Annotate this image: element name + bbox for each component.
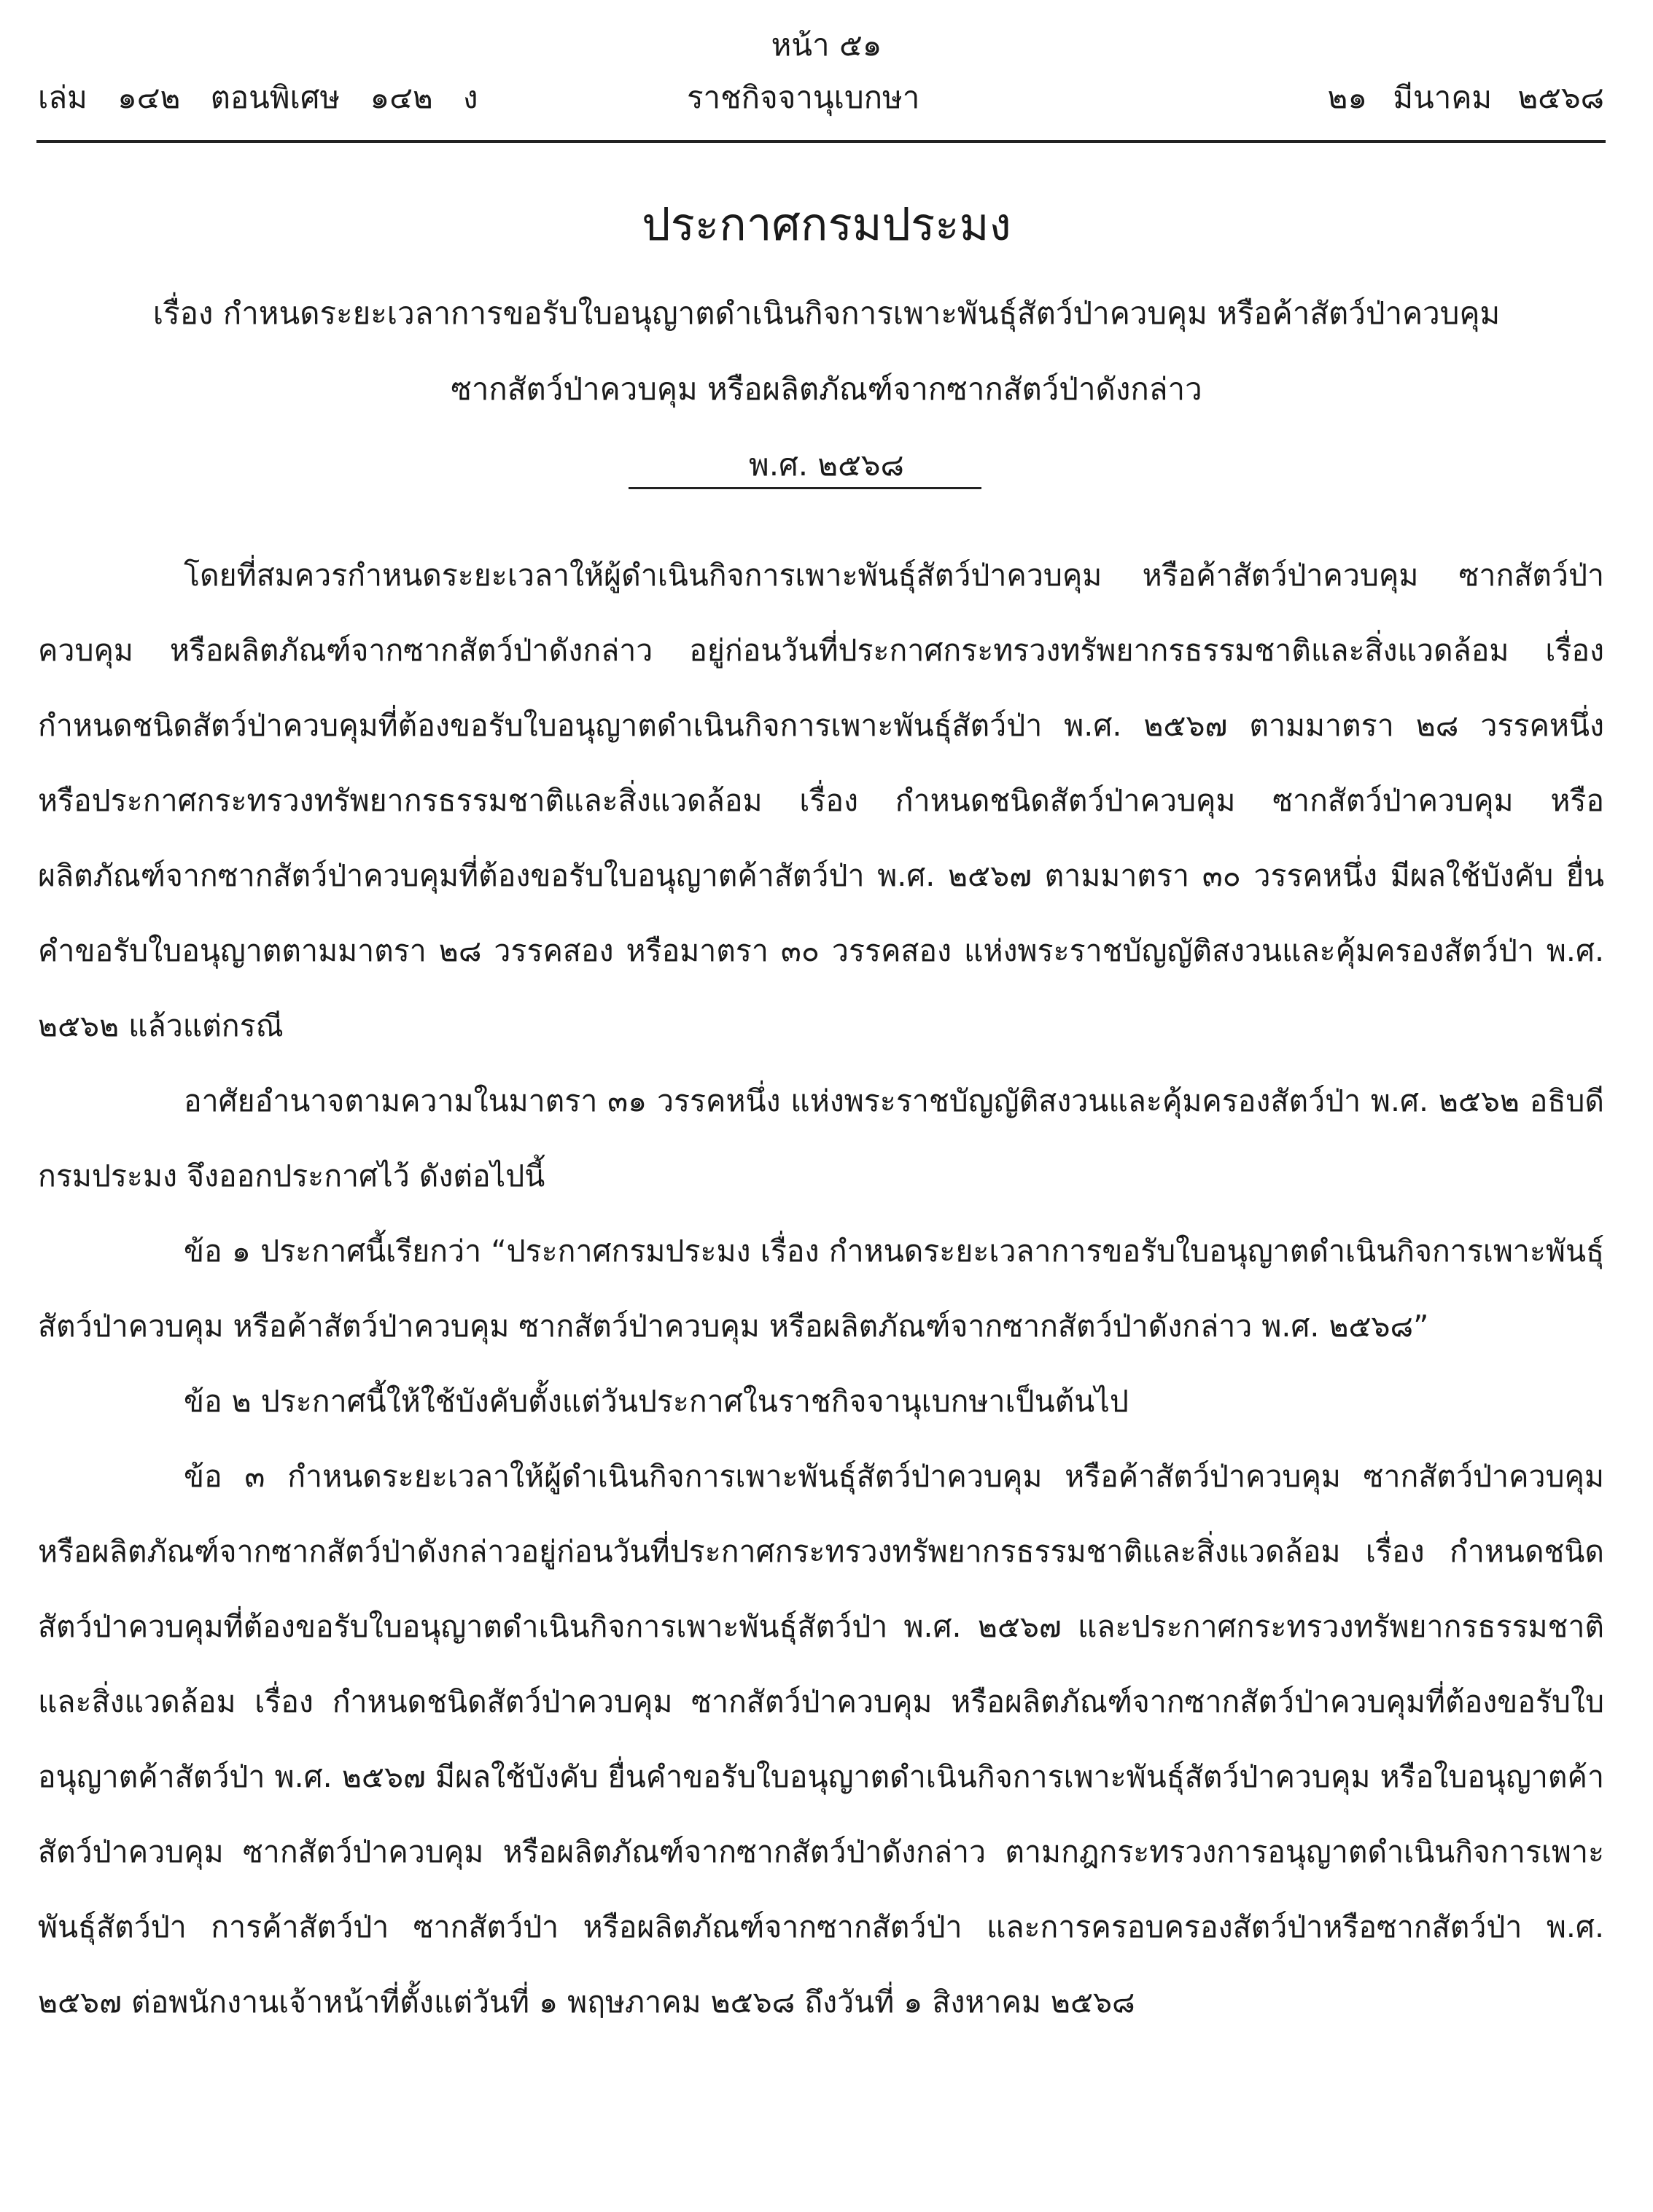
document-body [38,538,1604,2040]
document-title: ประกาศกรมประมง [642,198,1011,251]
preamble-paragraph: โดยที่สมควรกำหนดระยะเวลาให้ผู้ดำเนินกิจการเพาะพันธุ์สัตว์ป่าควบคุม หรือค้าสัตว์ป่าควบคุม ซากสัตว์ป่าควบคุม หรือผลิตภัณฑ์จากซากสัตว์ป่าดังกล่าว อยู่ก่อนวันที่ประกาศกระทรวงทรัพยากรธรรมชาติและสิ่งแวดล้อม เรื่อง กำหนดชนิดสัตว์ป่าควบคุมที่ต้องขอรับใบอนุญาตดำเนินกิจการเพาะพันธุ์สัตว์ป่า พ.ศ. ๒๕๖๗ ตามมาตรา ๒๘ วรรคหนึ่ง หรือประกาศกระทรวงทรัพยากรธรรมชาติและสิ่งแวดล้อม เรื่อง กำหนดชนิดสัตว์ป่าควบคุม ซากสัตว์ป่าควบคุม หรือผลิตภัณฑ์จากซากสัตว์ป่าควบคุมที่ต้องขอรับใบอนุญาตค้าสัตว์ป่า พ.ศ. ๒๕๖๗ ตามมาตรา ๓๐ วรรคหนึ่ง มีผลใช้บังคับ ยื่นคำขอรับใบอนุญาตตามมาตรา ๒๘ วรรคสอง หรือมาตรา ๓๐ วรรคสอง แห่งพระราชบัญญัติสงวนและคุ้มครองสัตว์ป่า พ.ศ. ๒๕๖๒ แล้วแต่กรณี [38,558,1604,1043]
authority-paragraph: อาศัยอำนาจตามความในมาตรา ๓๑ วรรคหนึ่ง แห่งพระราชบัญญัติสงวนและคุ้มครองสัตว์ป่า พ.ศ. ๒๕๖๒ อธิบดีกรมประมง จึงออกประกาศไว้ ดังต่อไปนี้ [38,1083,1604,1193]
subject-line: เรื่อง กำหนดระยะเวลาการขอรับใบอนุญาตดำเนินกิจการเพาะพันธุ์สัตว์ป่าควบคุม หรือค้าสัตว์ป่าควบคุม [152,295,1501,331]
clause-1: ข้อ ๑ ประกาศนี้เรียกว่า “ประกาศกรมประมง เรื่อง กำหนดระยะเวลาการขอรับใบอนุญาตดำเนินกิจการเพาะพันธุ์สัตว์ป่าควบคุม หรือค้าสัตว์ป่าควบคุม ซากสัตว์ป่าควบคุม หรือผลิตภัณฑ์จากซากสัตว์ป่าดังกล่าว พ.ศ. ๒๕๖๘” [38,1234,1604,1344]
publication-name: ราชกิจจานุเบกษา [687,79,920,115]
gazette-header [38,76,1604,120]
title-divider [629,487,981,489]
document-subject [0,276,1653,503]
volume-issue: เล่ม ๑๔๒ ตอนพิเศษ ๑๔๒ ง [38,79,478,115]
page-number: หน้า ๕๑ [771,27,882,63]
clause-2: ข้อ ๒ ประกาศนี้ให้ใช้บังคับตั้งแต่วันประกาศในราชกิจจานุเบกษาเป็นต้นไป [184,1384,1129,1419]
subject-line: ซากสัตว์ป่าควบคุม หรือผลิตภัณฑ์จากซากสัตว์ป่าดังกล่าว [451,371,1202,407]
header-divider [36,140,1606,143]
publication-date: ๒๑ มีนาคม ๒๕๖๘ [1327,79,1604,115]
clause-3: ข้อ ๓ กำหนดระยะเวลาให้ผู้ดำเนินกิจการเพาะพันธุ์สัตว์ป่าควบคุม หรือค้าสัตว์ป่าควบคุม ซากสัตว์ป่าควบคุม หรือผลิตภัณฑ์จากซากสัตว์ป่าดังกล่าวอยู่ก่อนวันที่ประกาศกระทรวงทรัพยากรธรรมชาติและสิ่งแวดล้อม เรื่อง กำหนดชนิดสัตว์ป่าควบคุมที่ต้องขอรับใบอนุญาตดำเนินกิจการเพาะพันธุ์สัตว์ป่า พ.ศ. ๒๕๖๗ และประกาศกระทรวงทรัพยากรธรรมชาติและสิ่งแวดล้อม เรื่อง กำหนดชนิดสัตว์ป่าควบคุม ซากสัตว์ป่าควบคุม หรือผลิตภัณฑ์จากซากสัตว์ป่าควบคุมที่ต้องขอรับใบอนุญาตค้าสัตว์ป่า พ.ศ. ๒๕๖๗ มีผลใช้บังคับ ยื่นคำขอรับใบอนุญาตดำเนินกิจการเพาะพันธุ์สัตว์ป่าควบคุม หรือใบอนุญาตค้าสัตว์ป่าควบคุม ซากสัตว์ป่าควบคุม หรือผลิตภัณฑ์จากซากสัตว์ป่าดังกล่าว ตามกฎกระทรวงการอนุญาตดำเนินกิจการเพาะพันธุ์สัตว์ป่า การค้าสัตว์ป่า ซากสัตว์ป่า หรือผลิตภัณฑ์จากซากสัตว์ป่า และการครอบครองสัตว์ป่าหรือซากสัตว์ป่า พ.ศ. ๒๕๖๗ ต่อพนักงานเจ้าหน้าที่ตั้งแต่วันที่ ๑ พฤษภาคม ๒๕๖๘ ถึงวันที่ ๑ สิงหาคม ๒๕๖๘ [38,1459,1604,2020]
subject-year: พ.ศ. ๒๕๖๘ [749,447,904,483]
